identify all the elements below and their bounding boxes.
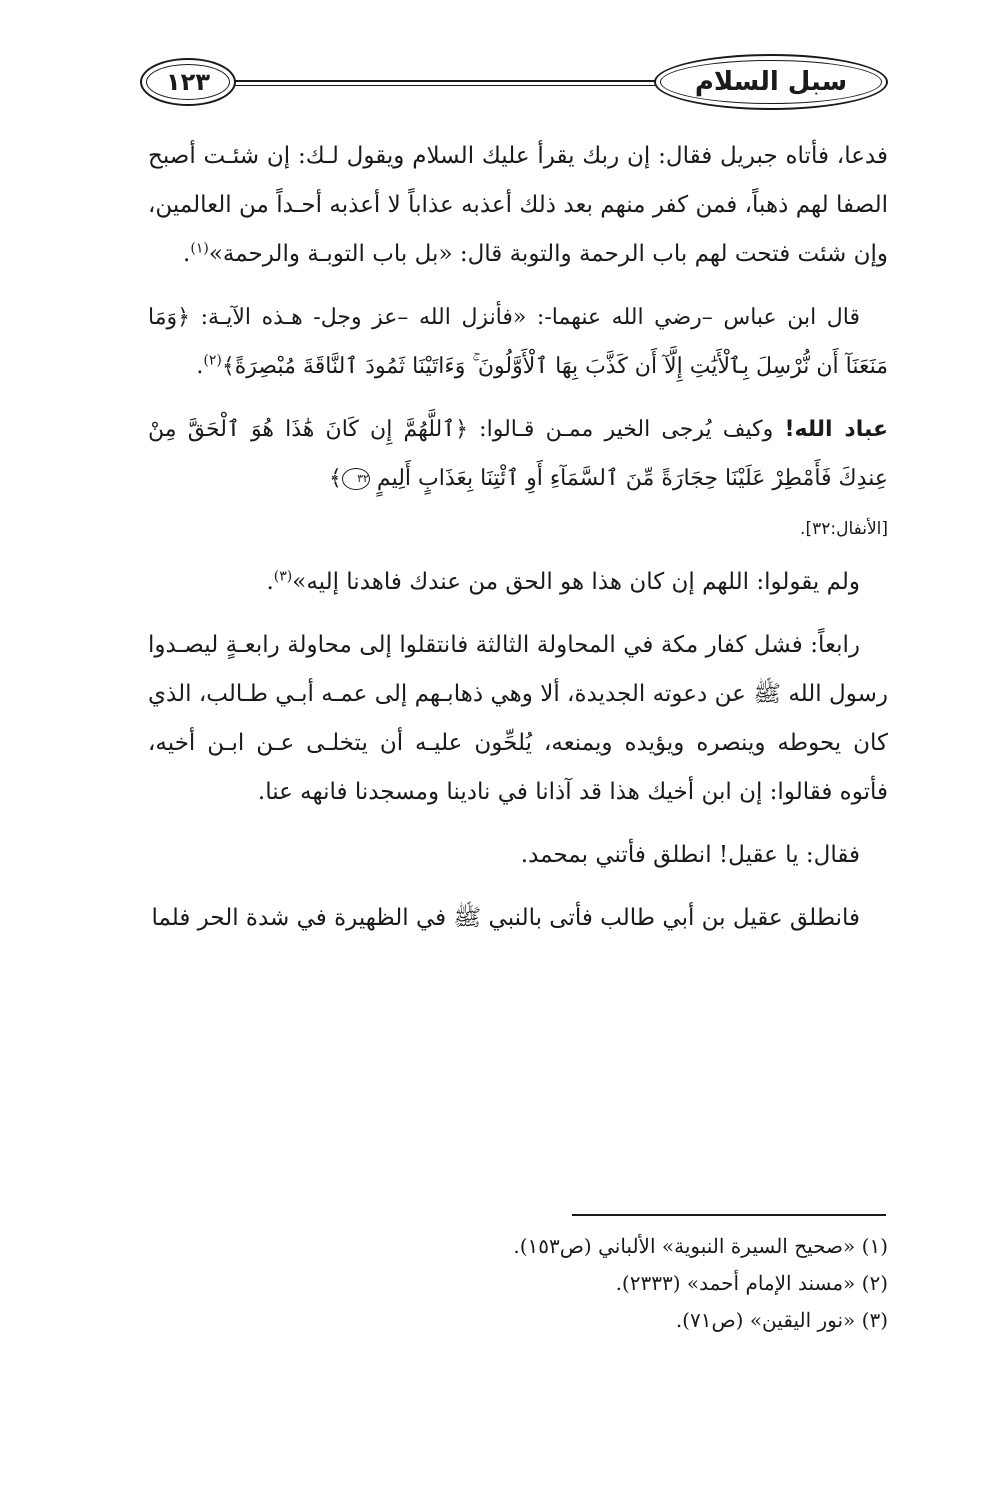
paragraph-1: فدعا، فأتاه جبريل فقال: إن ربك يقرأ عليك السلام ويقول لـك: إن شئـت أصبح الصفا لهم ذهباً، فمن كفر منهم بعد ذلك أعذبه عذاباً لا أعذبه أحـداً من العالمين، وإن شئت فتحت لهم باب الرحمة والتوبة قال: «بل باب التوبـة والرحمة»$^{(١)}$.	[148, 143, 888, 267]
ayah-number-mark: ٣٢	[342, 468, 370, 490]
page-number-frame	[140, 58, 236, 106]
footnote-3: (٣) «نور اليقين» (ص٧١).	[675, 1308, 888, 1332]
page-header	[140, 52, 888, 114]
footnote-ref-2[interactable]: (٢)	[203, 352, 222, 369]
paragraph-2: قال ابن عباس –رضي الله عنهما-: «فأنزل الله –عز وجل- هـذه الآيـة: ﴿وَمَا مَنَعَنَآ أَن نُّرْسِلَ بِٱلْأَيَٰتِ إِلَّآ أَن كَذَّبَ بِهَا ٱلْأَوَّلُونَ ۚ وَءَاتَيْنَا ثَمُودَ ٱلنَّاقَةَ مُبْصِرَةً﴾$^{(٢)}$.	[148, 305, 888, 379]
footnote-divider	[572, 1214, 886, 1216]
surah-reference: [الأنفال:٣٢].	[800, 519, 888, 539]
paragraph-3: عباد الله! وكيف يُرجى الخير ممـن قـالوا: ﴿ٱللَّهُمَّ إِن كَانَ هَٰذَا هُوَ ٱلْحَقَّ مِنْ عِندِكَ فَأَمْطِرْ عَلَيْنَا حِجَارَةً مِّنَ ٱلسَّمَآءِ أَوِ ٱئْتِنَا بِعَذَابٍ أَلِيمٍ ٣٢﴾ [الأنفال:٣٢].	[148, 417, 888, 539]
page-number: ١٢٣	[166, 68, 210, 96]
footnote-1: (١) «صحيح السيرة النبوية» الألباني (ص١٥٣).	[513, 1234, 888, 1258]
address-phrase: عباد الله!	[784, 417, 888, 442]
footnote-ref-3[interactable]: (٣)	[273, 568, 293, 585]
paragraph-4: ولم يقولوا: اللهم إن كان هذا هو الحق من عندك فاهدنا إليه»$^{(٣)}$.	[266, 568, 860, 595]
paragraph-5: رابعاً: فشل كفار مكة في المحاولة الثالثة فانتقلوا إلى محاولة رابعـةٍ ليصـدوا رسول الله ﷺ عن دعوته الجديدة، ألا وهي ذهابـهم إلى عمـه أبـي طـالب، الذي كان يحوطه وينصره ويؤيده ويمنعه، يُلحِّون عليـه أن يتخلـى عـن ابـن أخيه، فأتوه فقالوا: إن ابن أخيك هذا قد آذانا في نادينا ومسجدنا فانهه عنا.	[148, 632, 888, 805]
paragraph-7: فانطلق عقيل بن أبي طالب فأتى بالنبي ﷺ في الظهيرة في شدة الحر فلما	[151, 905, 860, 931]
footnotes	[300, 1228, 888, 1339]
paragraph-6: فقال: يا عقيل! انطلق فأتني بمحمد.	[520, 842, 860, 868]
footnote-2: (٢) «مسند الإمام أحمد» (٢٣٣٣).	[615, 1271, 888, 1295]
footnote-ref-1[interactable]: (١)	[190, 240, 209, 257]
book-title: سبل السلام	[694, 67, 848, 97]
book-title-frame	[654, 54, 888, 110]
page-body	[148, 132, 888, 957]
